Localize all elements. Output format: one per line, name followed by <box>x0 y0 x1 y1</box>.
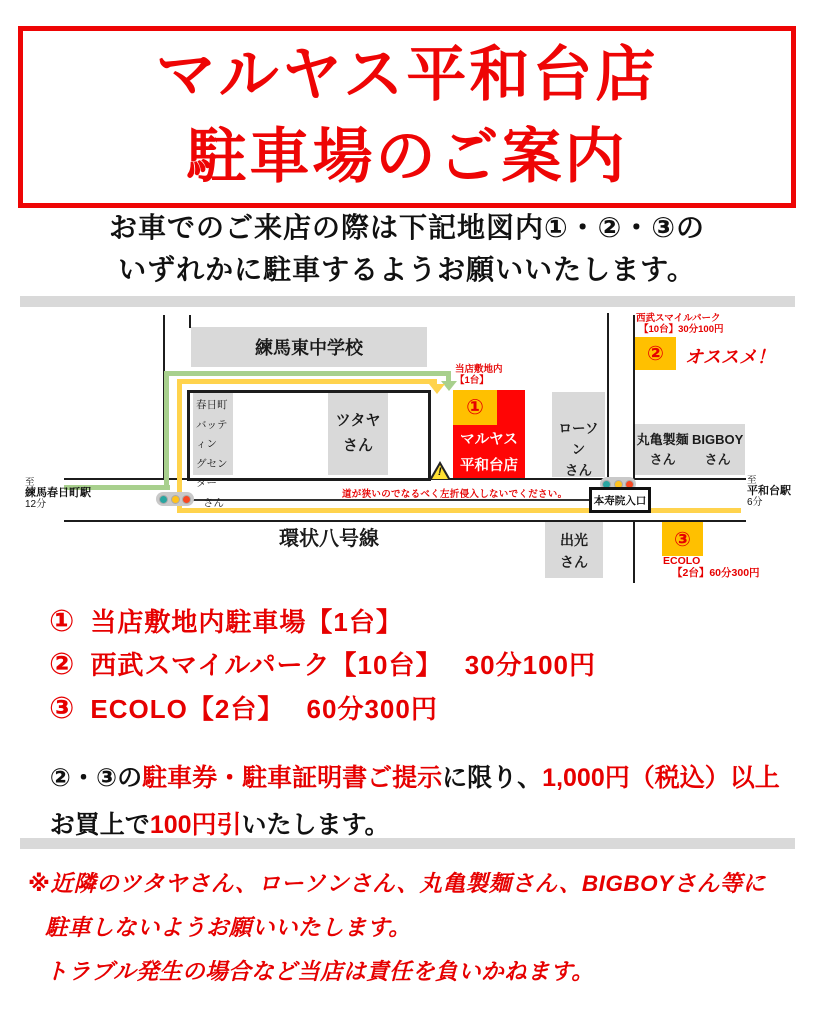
station-label-left: 至 練馬春日町駅 12分 <box>25 477 91 510</box>
ecolo-note: ECOLO 【2台】60分300円 <box>663 555 760 579</box>
narrow-road-warning: 道が狭いのでなるべく左折侵入しないでください。 <box>342 489 568 500</box>
divider-bar-bottom <box>20 838 795 849</box>
seibu-park-note: 西武スマイルパーク 【10台】30分100円 <box>636 313 724 335</box>
parking-marker-2: ② <box>635 337 676 370</box>
road-vertical-right-west <box>607 313 609 478</box>
marugame-bigboy-block <box>635 424 745 475</box>
batting-label: さん <box>203 496 224 509</box>
batting-center-block <box>193 393 233 509</box>
notice-line-3: トラブル発生の場合など当店は責任を負いかねます。 <box>45 959 595 984</box>
road-vertical-south <box>633 521 635 583</box>
idemitsu-label: さん <box>560 554 588 570</box>
parking-list-item-3 <box>49 689 438 726</box>
intro-line1: お車でのご来店の際は下記地図内①・②・③の <box>108 212 706 243</box>
station-label-right: 至 平和台駅 6分 <box>747 475 791 508</box>
traffic-dot-red <box>182 495 191 504</box>
notice-line-1: ※近隣のツタヤさん、ローソンさん、丸亀製麺さん、BIGBOYさん等に <box>28 871 766 896</box>
list-marker: ③ <box>49 692 75 725</box>
intro-line2: いずれかに駐車するようお願いいたします。 <box>118 254 696 285</box>
store-parking-note: 当店敷地内 【1台】 <box>455 364 503 386</box>
maruyasu-store-block <box>453 390 525 478</box>
batting-label: バッティン <box>196 418 228 450</box>
recommend-label: オススメ！ <box>685 347 775 367</box>
route-yellow-arrow <box>429 384 445 394</box>
route-green-segment <box>164 371 169 488</box>
road-kanpachi-south-edge <box>64 520 746 522</box>
school-block <box>191 327 427 367</box>
tsutaya-label: さん <box>342 437 373 454</box>
discount-line-1: ②・③の駐車券・駐車証明書ご提示に限り、1,000円（税込）以上 <box>49 763 780 792</box>
route-green-segment <box>164 371 451 376</box>
lawson-label: ローソン <box>558 421 599 457</box>
batting-label: グセンター <box>196 457 228 489</box>
kanpachi-road-label: 環状八号線 <box>279 528 379 550</box>
store-name: マルヤス 平和台店 <box>460 432 518 474</box>
school-label: 練馬東中学校 <box>255 338 363 358</box>
page-title-line2: 駐車場のご案内 <box>186 123 628 190</box>
traffic-dot-yellow <box>171 495 180 504</box>
page-title-line1: マルヤス平和台店 <box>155 41 659 108</box>
idemitsu-label: 出光 <box>560 532 588 548</box>
parking-list-item-1 <box>49 602 403 639</box>
list-text: 西武スマイルパーク【10台】 30分100円 <box>90 650 596 680</box>
honjuin-entrance-sign: 本寿院入口 <box>589 487 651 513</box>
notice-line-2: 駐車しないようお願いいたします。 <box>45 915 412 940</box>
list-marker: ② <box>49 648 75 681</box>
route-yellow-segment <box>177 508 741 513</box>
list-text: ECOLO【2台】 60分300円 <box>90 694 438 724</box>
parking-marker-3: ③ <box>662 522 703 556</box>
discount-line-2: お買上で100円引いたします。 <box>49 810 390 839</box>
tsutaya-block <box>328 393 388 475</box>
route-yellow-segment <box>177 379 437 384</box>
title-box <box>18 26 796 208</box>
marugame-label: 丸亀製麺 さん <box>636 432 689 467</box>
divider-bar-top <box>20 296 795 307</box>
parking-list-item-2 <box>49 645 596 682</box>
bigboy-label: BIGBOY さん <box>692 432 744 467</box>
parking-marker-1: ① <box>453 390 497 425</box>
batting-label: 春日町 <box>196 399 228 411</box>
lawson-label: さん <box>565 463 592 478</box>
traffic-dot-green <box>159 495 168 504</box>
idemitsu-block <box>545 522 603 578</box>
list-marker: ① <box>49 605 75 638</box>
tsutaya-label: ツタヤ <box>335 412 381 429</box>
list-text: 当店敷地内駐車場【1台】 <box>90 607 403 637</box>
caution-triangle-icon <box>429 461 451 480</box>
caution-mark: ! <box>438 466 442 478</box>
lawson-block <box>552 392 605 477</box>
traffic-light-icon <box>156 492 194 506</box>
